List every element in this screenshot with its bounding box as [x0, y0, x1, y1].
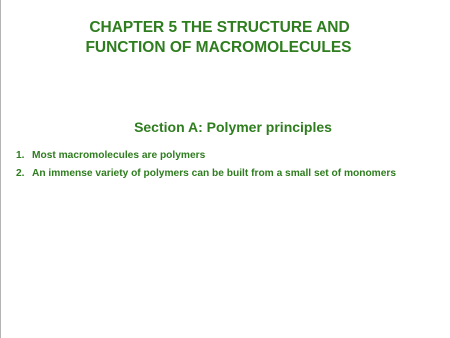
list-item-number: 1.	[16, 150, 25, 161]
list-item	[16, 165, 396, 183]
list-item-text: Most macromolecules are polymers	[32, 150, 206, 161]
principles-list	[16, 147, 396, 183]
chapter-title-line-1: CHAPTER 5 THE STRUCTURE AND	[89, 19, 350, 36]
section-title: Section A: Polymer principles	[134, 119, 332, 135]
chapter-title	[0, 18, 450, 58]
list-item-number: 2.	[16, 168, 25, 179]
list-item-text: An immense variety of polymers can be built from a small set of monomers	[32, 168, 397, 179]
list-item	[16, 147, 396, 165]
chapter-title-line-2: FUNCTION OF MACROMOLECULES	[85, 39, 352, 56]
